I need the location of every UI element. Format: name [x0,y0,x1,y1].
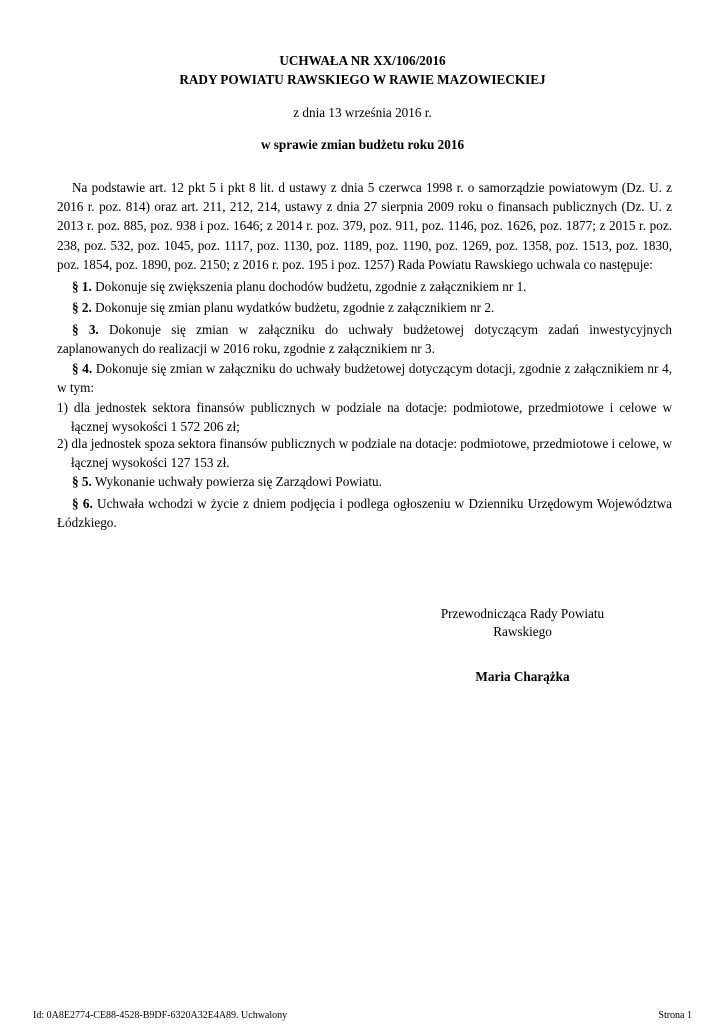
signature-name: Maria Charążka [475,669,570,684]
paragraph-text: Dokonuje się zmian planu wydatków budżetu, zgodnie z załącznikiem nr 2. [95,300,495,315]
paragraph-3 [57,320,672,358]
preamble: Na podstawie art. 12 pkt 5 i pkt 8 lit. d ustawy z dnia 5 czerwca 1998 r. o samorządzie powiatowym (Dz. U. z 2016 r. poz. 814) oraz art. 211, 212, 214, ustawy z dnia 27 sierpnia 2009 roku o finansach publicznych (Dz. U. z 2013 r. poz. 885, poz. 938 i poz. 1646; z 2014 r. poz. 379, poz. 911, poz. 1146, poz. 1626, poz. 1877; z 2015 r. poz. 238, poz. 532, poz. 1045, poz. 1117, poz. 1130, poz. 1189, poz. 1190, poz. 1269, poz. 1358, poz. 1513, poz. 1830, poz. 1854, poz. 1890, poz. 2150; z 2016 r. poz. 195 i poz. 1257) Rada Powiatu Rawskiego uchwala co następuje: [57,180,672,272]
paragraph-label: § 4. [72,361,93,376]
paragraph-text: Dokonuje się zwiększenia planu dochodów budżetu, zgodnie z załącznikiem nr 1. [95,279,527,294]
paragraph-label: § 5. [72,474,92,489]
signature-role-line-1: Przewodnicząca Rady Powiatu [440,606,605,621]
paragraph-label: § 2. [72,300,92,315]
paragraph-text: Dokonuje się zmian w załączniku do uchwały budżetowej dotyczącym zadań inwestycyjnych zaplanowanych do realizacji w 2016 roku, zgodnie z załącznikiem nr 3. [57,322,673,357]
paragraph-5 [57,472,672,491]
paragraph-text: Wykonanie uchwały powierza się Zarządowi Powiatu. [94,474,382,489]
paragraph-label: § 3. [72,322,99,337]
list-text: dla jednostek sektora finansów publicznych w podziale na dotacje: podmiotowe, przedmiotowe i celowe w łącznej wysokości 1 572 206 zł; [71,400,672,435]
title-line-1: UCHWAŁA NR XX/106/2016 [279,53,446,68]
resolution-subject: w sprawie zmian budżetu roku 2016 [260,137,465,152]
paragraph-label: § 6. [72,496,93,511]
list-item-1 [57,398,672,436]
signature-role-line-2: Rawskiego [493,624,552,639]
resolution-date: z dnia 13 września 2016 r. [293,105,432,120]
document-id: Id: 0A8E2774-CE88-4528-B9DF-6320A32E4A89. Uchwalony [33,1010,288,1021]
paragraph-2 [57,298,672,317]
page-number: Strona 1 [658,1010,692,1021]
paragraph-text: Dokonuje się zmian w załączniku do uchwały budżetowej dotyczącym dotacji, zgodnie z załącznikiem nr 4, w tym: [57,361,673,396]
paragraph-1 [57,277,672,296]
paragraph-6 [57,494,672,532]
paragraph-text: Uchwała wchodzi w życie z dniem podjęcia i podlega ogłoszeniu w Dzienniku Urzędowym Województwa Łódzkiego. [57,496,673,531]
list-item-2 [57,434,672,472]
title-line-2: RADY POWIATU RAWSKIEGO W RAWIE MAZOWIECKIEJ [179,72,546,87]
list-text: dla jednostek spoza sektora finansów publicznych w podziale na dotacje: podmiotowe, przedmiotowe i celowe, w łącznej wysokości 127 153 zł. [71,436,672,471]
list-number: 1) [57,400,68,415]
list-number: 2) [57,436,68,451]
paragraph-label: § 1. [72,279,92,294]
paragraph-4 [57,359,672,397]
